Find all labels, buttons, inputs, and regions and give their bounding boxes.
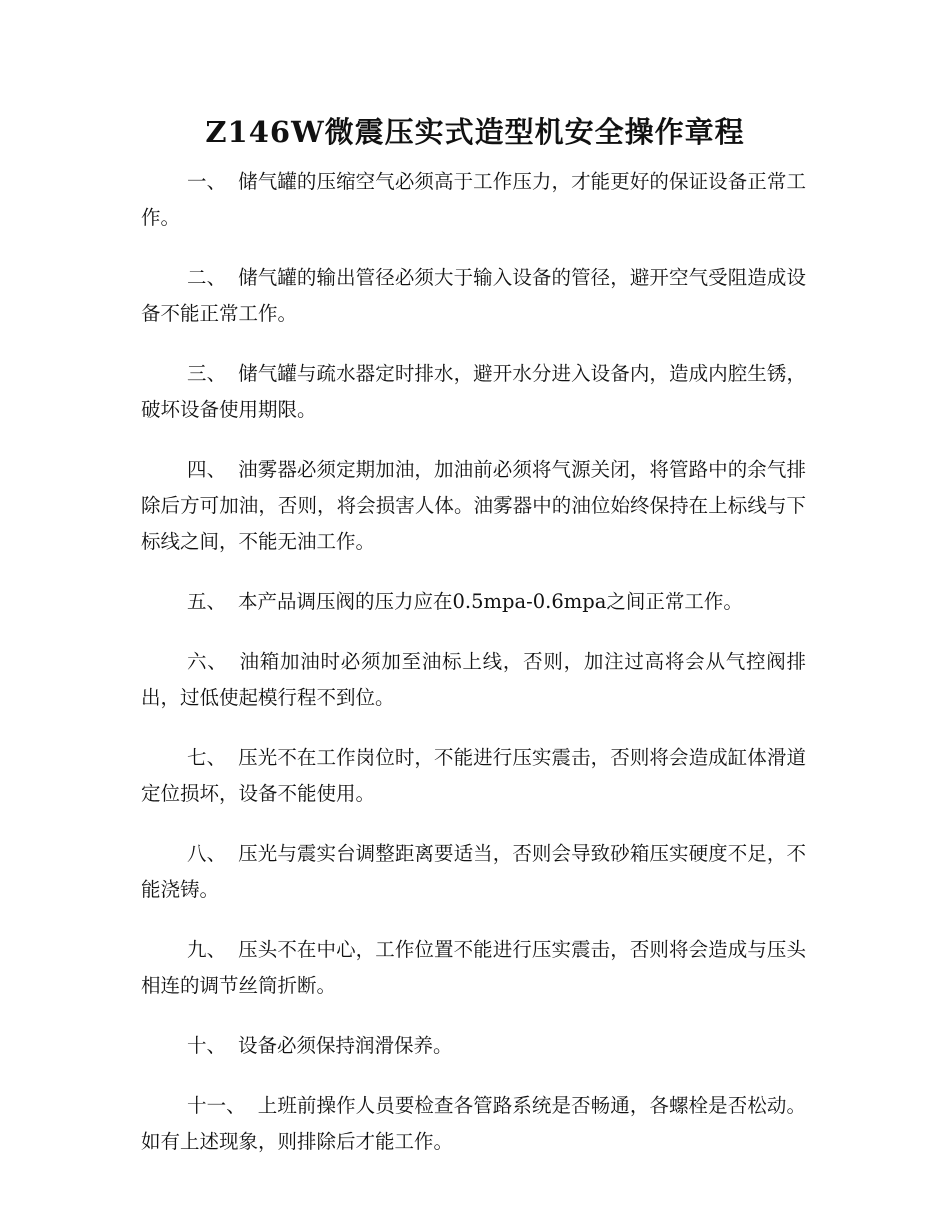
item-text: 油雾器必须定期加油，加油前必须将气源关闭，将管路中的余气排除后方可加油，否则，将会损害人体。油雾器中的油位始终保持在上标线与下标线之间，不能无油工作。 — [141, 458, 806, 553]
paragraph-8 — [141, 836, 806, 908]
paragraph-9 — [141, 932, 806, 1004]
item-number: 二、 — [187, 266, 227, 289]
paragraph-3 — [141, 356, 806, 428]
item-text: 本产品调压阀的压力应在0.5mpa-0.6mpa之间正常工作。 — [238, 590, 743, 613]
item-number: 四、 — [187, 458, 227, 481]
paragraph-4 — [141, 452, 806, 560]
item-text: 压光与震实台调整距离要适当，否则会导致砂箱压实硬度不足，不能浇铸。 — [141, 842, 806, 901]
item-number: 九、 — [187, 938, 227, 961]
item-number: 十、 — [187, 1034, 227, 1057]
document-title: Z146W微震压实式造型机安全操作章程 — [205, 115, 745, 149]
item-number: 五、 — [187, 590, 227, 613]
paragraph-1 — [141, 164, 806, 236]
item-text: 压光不在工作岗位时，不能进行压实震击，否则将会造成缸体滑道定位损坏，设备不能使用。 — [141, 746, 806, 805]
item-number: 一、 — [187, 170, 227, 193]
item-number: 十一、 — [187, 1094, 246, 1117]
item-number: 六、 — [187, 650, 228, 673]
paragraph-11 — [141, 1088, 806, 1160]
paragraph-10 — [141, 1028, 806, 1064]
paragraph-7 — [141, 740, 806, 812]
item-number: 七、 — [187, 746, 227, 769]
item-text: 储气罐的压缩空气必须高于工作压力，才能更好的保证设备正常工作。 — [141, 170, 806, 229]
item-number: 三、 — [187, 362, 227, 385]
item-text: 油箱加油时必须加至油标上线，否则，加注过高将会从气控阀排出，过低使起模行程不到位。 — [141, 650, 806, 709]
paragraph-5 — [141, 584, 806, 620]
item-text: 上班前操作人员要检查各管路系统是否畅通，各螺栓是否松动。如有上述现象，则排除后才能工作。 — [141, 1094, 806, 1153]
item-text: 储气罐的输出管径必须大于输入设备的管径，避开空气受阻造成设备不能正常工作。 — [141, 266, 806, 325]
item-number: 八、 — [187, 842, 227, 865]
item-text: 设备必须保持润滑保养。 — [238, 1034, 453, 1057]
document-body — [141, 164, 806, 1184]
item-text: 储气罐与疏水器定时排水，避开水分进入设备内，造成内腔生锈，破坏设备使用期限。 — [141, 362, 806, 421]
paragraph-6 — [141, 644, 806, 716]
paragraph-2 — [141, 260, 806, 332]
item-text: 压头不在中心，工作位置不能进行压实震击，否则将会造成与压头相连的调节丝筒折断。 — [141, 938, 806, 997]
